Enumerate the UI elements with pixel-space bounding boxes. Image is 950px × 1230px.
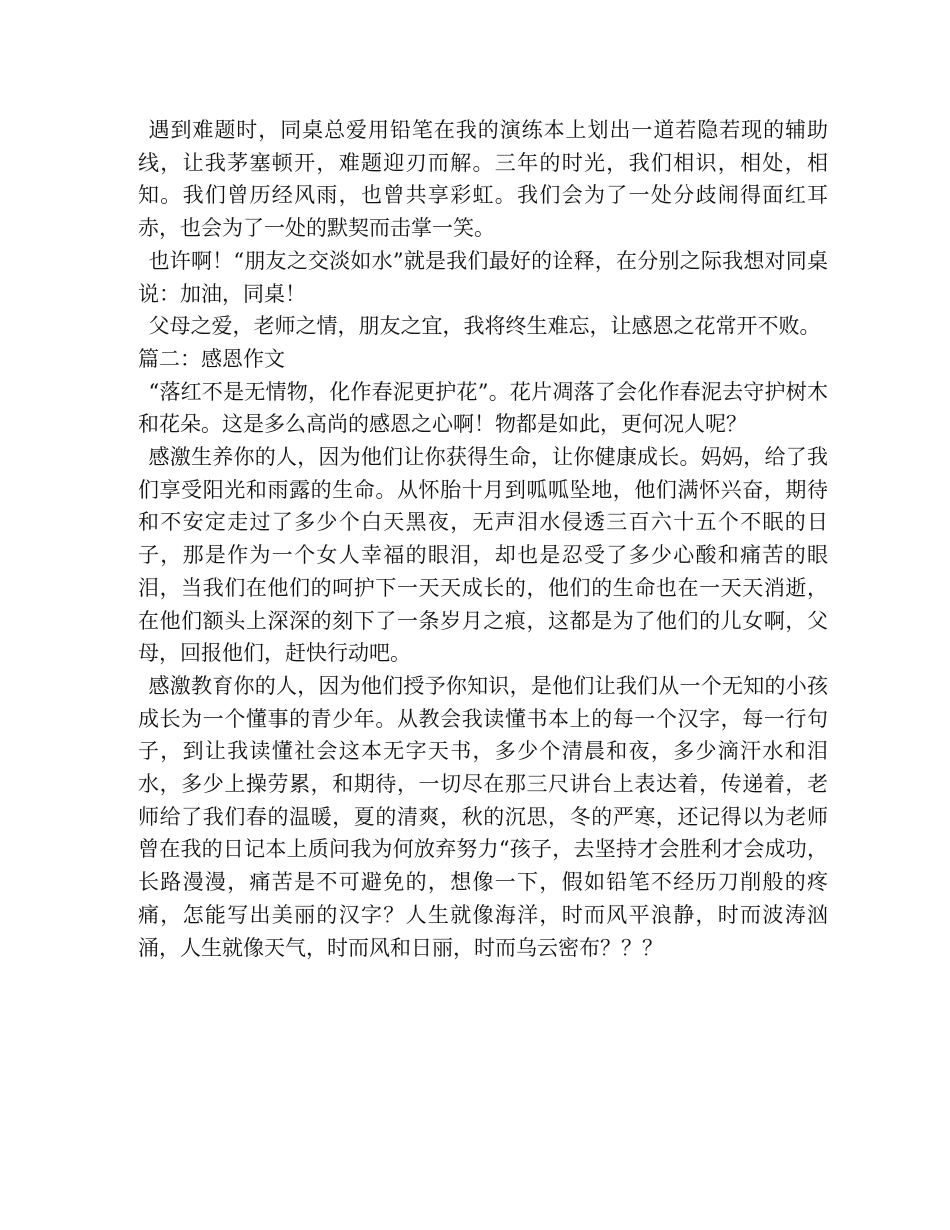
document-page: [138, 114, 828, 964]
paragraph-thank-parents: 感激生养你的人，因为他们让你获得生命，让你健康成长。妈妈，给了我们享受阳光和雨露的生命。从怀胎十月到呱呱坠地，他们满怀兴奋，期待和不安定走过了多少个白天黑夜，无声泪水侵透三百六十五个不眠的日子，那是作为一个女人幸福的眼泪，却也是忍受了多少心酸和痛苦的眼泪，当我们在他们的呵护下一天天成长的，他们的生命也在一天天消逝，在他们额头上深深的刻下了一条岁月之痕，这都是为了他们的儿女啊，父母，回报他们，赶快行动吧。: [138, 445, 828, 666]
paragraph-thank-teachers: 感激教育你的人，因为他们授予你知识，是他们让我们从一个无知的小孩成长为一个懂事的青少年。从教会我读懂书本上的每一个汉字，每一行句子，到让我读懂社会这本无字天书，多少个清晨和夜，多少滴汗水和泪水，多少上操劳累，和期待，一切尽在那三尺讲台上表达着，传递着，老师给了我们春的温暖，夏的清爽，秋的沉思，冬的严寒，还记得以为老师曾在我的日记本上质问我为何放弃努力“孩子，去坚持才会胜利才会成功，长路漫漫，痛苦是不可避免的，想像一下，假如铅笔不经历刀削般的疼痛，怎能写出美丽的汉字？人生就像海洋，时而风平浪静，时而波涛汹涌，人生就像天气，时而风和日丽，时而乌云密布？？？: [138, 673, 828, 960]
paragraph-deskmate-help: 遇到难题时，同桌总爱用铅笔在我的演练本上划出一道若隐若现的辅助线，让我茅塞顿开，难题迎刃而解。三年的时光，我们相识，相处，相知。我们曾历经风雨，也曾共享彩虹。我们会为了一处分歧闹得面红耳赤，也会为了一处的默契而击掌一笑。: [138, 118, 828, 241]
paragraph-fallen-petals: “落红不是无情物，化作春泥更护花”。花片凋落了会化作春泥去守护树木和花朵。这是多么高尚的感恩之心啊！物都是如此，更何况人呢？: [138, 379, 828, 437]
paragraph-gratitude-summary: 父母之爱，老师之情，朋友之宜，我将终生难忘，让感恩之花常开不败。: [148, 314, 821, 339]
section-heading: 篇二：感恩作文: [138, 346, 285, 371]
paragraph-friendship-water: 也许啊！“朋友之交淡如水”就是我们最好的诠释，在分别之际我想对同桌说：加油，同桌！: [138, 248, 828, 306]
